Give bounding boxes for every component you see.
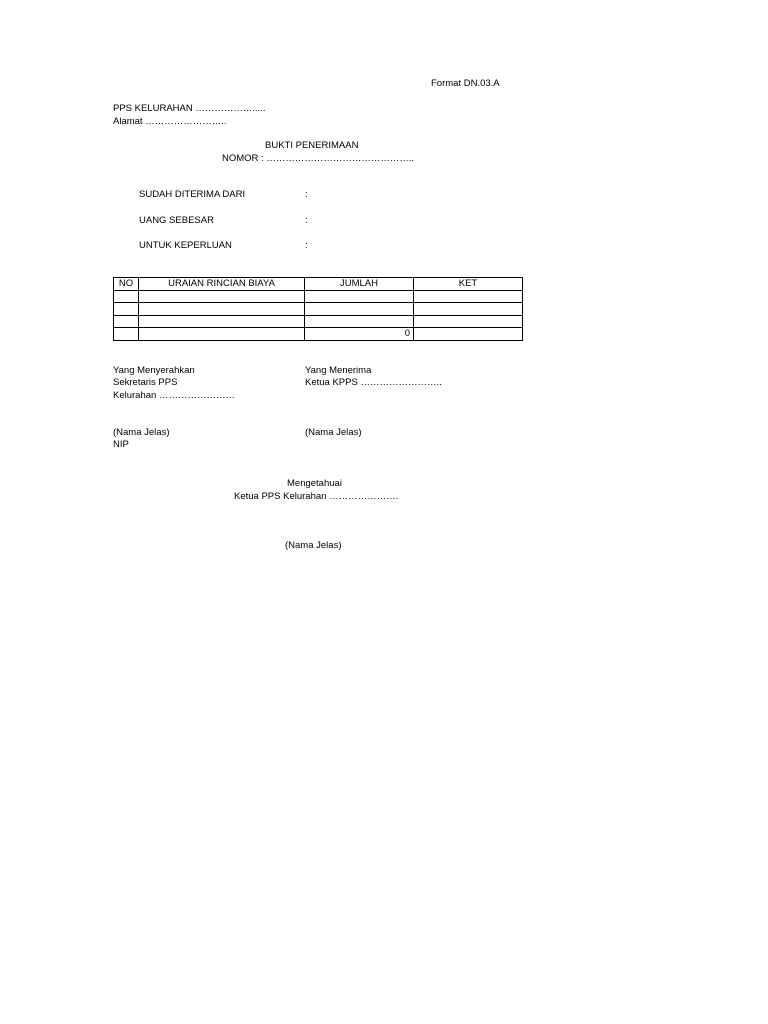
table-cell <box>305 315 414 328</box>
table-cell <box>414 328 523 341</box>
field-label-untuk-keperluan: UNTUK KEPERLUAN <box>139 240 232 251</box>
table-cell <box>114 328 139 341</box>
signature-left-title: Yang Menyerahkan <box>113 365 195 376</box>
signature-center-role: Ketua PPS Kelurahan …………………. <box>234 491 399 502</box>
table-cell <box>139 303 305 316</box>
table-row <box>114 303 523 316</box>
signature-right-role: Ketua KPPS …………………….. <box>305 377 442 388</box>
field-separator: : <box>305 240 308 251</box>
alamat-line: Alamat …………………….. <box>113 116 227 127</box>
field-label-uang-sebesar: UANG SEBESAR <box>139 215 214 226</box>
table-cell <box>305 290 414 303</box>
total-jumlah-cell: 0 <box>305 328 414 341</box>
field-separator: : <box>305 189 308 200</box>
table-cell <box>139 315 305 328</box>
column-header-no: NO <box>114 278 139 291</box>
table-cell <box>414 303 523 316</box>
column-header-ket: KET <box>414 278 523 291</box>
signature-center-title: Mengetahuai <box>287 478 342 489</box>
signature-right-title: Yang Menerima <box>305 365 372 376</box>
table-row <box>114 290 523 303</box>
signature-left-kelurahan: Kelurahan …………………… <box>113 390 235 401</box>
table-cell <box>139 290 305 303</box>
table-row <box>114 315 523 328</box>
nomor-line: NOMOR : ……………………………………….. <box>222 153 415 164</box>
signature-center-name: (Nama Jelas) <box>285 540 342 551</box>
table-cell <box>305 303 414 316</box>
table-cell <box>114 315 139 328</box>
format-code: Format DN.03.A <box>431 78 500 89</box>
signature-right-name: (Nama Jelas) <box>305 427 362 438</box>
signature-left-role: Sekretaris PPS <box>113 377 178 388</box>
table-cell <box>114 290 139 303</box>
signature-left-name: (Nama Jelas) <box>113 427 170 438</box>
field-label-diterima-dari: SUDAH DITERIMA DARI <box>139 189 246 200</box>
field-separator: : <box>305 215 308 226</box>
column-header-jumlah: JUMLAH <box>305 278 414 291</box>
rincian-biaya-table <box>113 277 523 341</box>
column-header-uraian: URAIAN RINCIAN BIAYA <box>139 278 305 291</box>
pps-kelurahan-line: PPS KELURAHAN ………………..... <box>113 103 266 114</box>
table-cell <box>414 290 523 303</box>
table-cell <box>114 303 139 316</box>
table-cell <box>414 315 523 328</box>
signature-left-nip: NIP <box>113 439 129 450</box>
table-header-row <box>114 278 523 291</box>
table-row-total <box>114 328 523 341</box>
table-cell <box>139 328 305 341</box>
document-title: BUKTI PENERIMAAN <box>265 140 359 151</box>
